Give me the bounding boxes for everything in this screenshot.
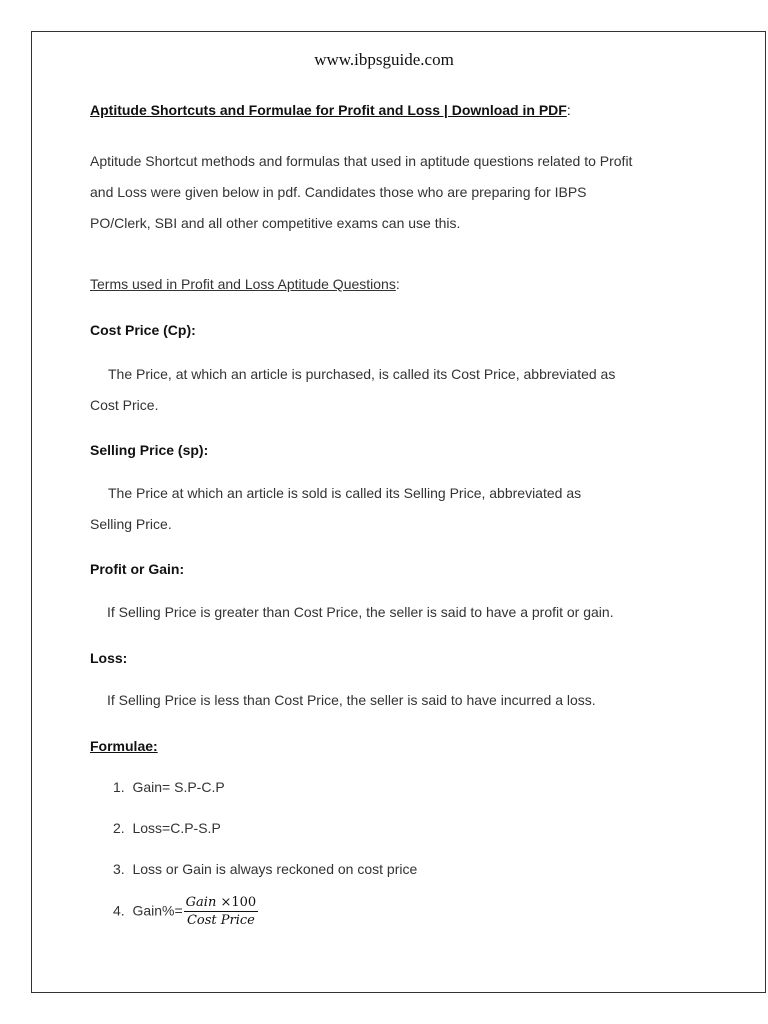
intro-line: Aptitude Shortcut methods and formulas that used in aptitude questions related to Profit <box>90 153 633 169</box>
loss-text: If Selling Price is less than Cost Price, the seller is said to have incurred a loss. <box>107 692 596 708</box>
formula-number: 1. <box>113 779 125 795</box>
document-title <box>90 102 571 118</box>
formula-item <box>113 779 225 795</box>
intro-line: and Loss were given below in pdf. Candidates those who are preparing for IBPS <box>90 184 587 200</box>
formula-text: Loss=C.P-S.P <box>132 820 221 836</box>
intro-line: PO/Clerk, SBI and all other competitive exams can use this. <box>90 215 461 231</box>
site-header: www.ibpsguide.com <box>314 50 454 69</box>
formula-number: 4. <box>113 902 125 919</box>
numerator-operator: ×100 <box>216 895 257 910</box>
formula-item <box>113 895 258 929</box>
numerator-variable: Gain <box>185 895 217 910</box>
fraction-denominator: Cost Price <box>186 913 255 928</box>
profit-text: If Selling Price is greater than Cost Price, the seller is said to have a profit or gain. <box>107 604 614 620</box>
cost-price-heading: Cost Price (Cp): <box>90 322 196 338</box>
formula-number: 3. <box>113 861 125 877</box>
formula-item <box>113 820 221 836</box>
formula-text: Gain%= <box>132 902 183 919</box>
terms-heading-text: Terms used in Profit and Loss Aptitude Questions <box>90 276 396 292</box>
formula-item <box>113 861 417 877</box>
formula-number: 2. <box>113 820 125 836</box>
cost-price-line-2: Cost Price. <box>90 397 159 413</box>
terms-heading <box>90 276 400 292</box>
intro-paragraph <box>90 146 632 239</box>
formula-text: Loss or Gain is always reckoned on cost price <box>132 861 418 877</box>
formula-text: Gain= S.P-C.P <box>132 779 225 795</box>
terms-heading-colon: : <box>395 276 400 292</box>
document-title-colon: : <box>566 102 571 118</box>
loss-heading: Loss: <box>90 650 128 666</box>
selling-price-line-1: The Price at which an article is sold is called its Selling Price, abbreviated as <box>108 485 582 501</box>
profit-heading: Profit or Gain: <box>90 561 185 577</box>
cost-price-line-1: The Price, at which an article is purchased, is called its Cost Price, abbreviated as <box>108 366 616 382</box>
gain-percent-fraction <box>184 895 259 929</box>
selling-price-line-2: Selling Price. <box>90 516 172 532</box>
document-title-text: Aptitude Shortcuts and Formulae for Profit and Loss | Download in PDF <box>90 102 567 118</box>
selling-price-heading: Selling Price (sp): <box>90 442 209 458</box>
formulae-heading: Formulae: <box>90 738 158 754</box>
fraction-numerator <box>184 895 259 912</box>
